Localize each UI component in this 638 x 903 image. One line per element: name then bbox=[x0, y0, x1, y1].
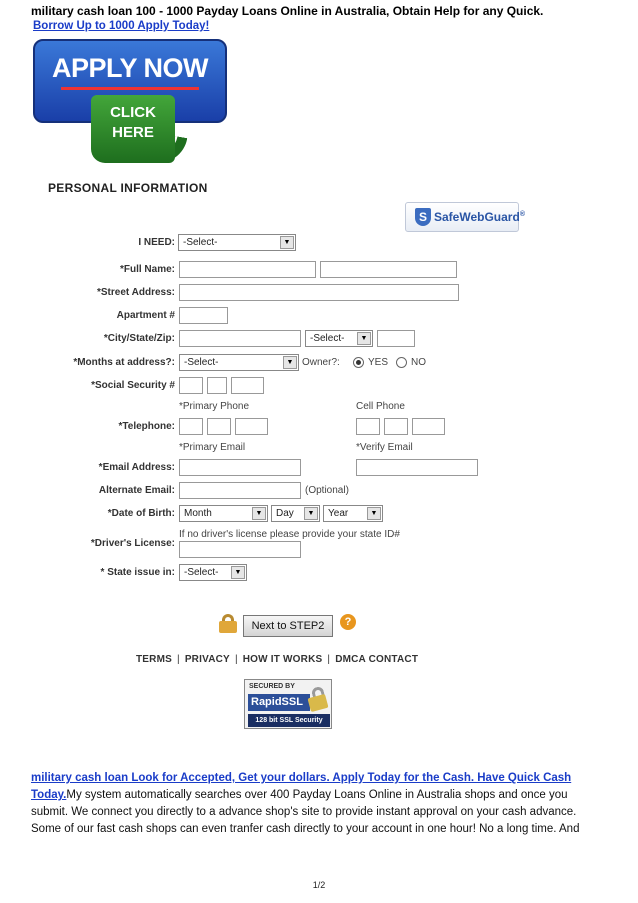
ssn-part1-input[interactable] bbox=[179, 377, 203, 394]
email-input[interactable] bbox=[179, 459, 301, 476]
lock-icon bbox=[219, 614, 237, 632]
section-title: PERSONAL INFORMATION bbox=[48, 181, 208, 195]
months-label: *Months at address?: bbox=[73, 357, 175, 368]
owner-yes-radio[interactable] bbox=[353, 357, 364, 368]
city-input[interactable] bbox=[179, 330, 301, 347]
zip-input[interactable] bbox=[377, 330, 415, 347]
dob-day-select[interactable]: Day ▼ bbox=[271, 505, 320, 522]
primary-email-label: *Primary Email bbox=[179, 442, 246, 453]
phone-area-input[interactable] bbox=[179, 418, 203, 435]
terms-link[interactable]: TERMS bbox=[136, 654, 172, 665]
footer-links: TERMS | PRIVACY | HOW IT WORKS | DMCA CONTACT bbox=[136, 654, 419, 665]
apartment-label: Apartment # bbox=[116, 310, 175, 321]
help-icon[interactable]: ? bbox=[340, 614, 356, 630]
privacy-link[interactable]: PRIVACY bbox=[184, 654, 230, 665]
phone-prefix-input[interactable] bbox=[207, 418, 231, 435]
chevron-down-icon: ▼ bbox=[304, 507, 318, 520]
alt-email-input[interactable] bbox=[179, 482, 301, 499]
rapidssl-badge: SECURED BY RapidSSL 128 bit SSL Security bbox=[244, 679, 332, 729]
chevron-down-icon: ▼ bbox=[357, 332, 371, 345]
body-paragraph: military cash loan Look for Accepted, Get your dollars. Apply Today for the Cash. Have Quick Cash Today.My system automatically searches over 400 Payday Loans Online in Australia shops and once you submit. We connect you directly to a advance shop's site to provide instant approval on your cash advance. Some of our fast cash shops can even tranfer cash directly to your account in one hour! No a long time. And bbox=[31, 772, 580, 835]
borrow-link[interactable]: Borrow Up to 1000 Apply Today! bbox=[33, 20, 210, 32]
state-issue-label: * State issue in: bbox=[100, 567, 175, 578]
padlock-icon bbox=[307, 686, 329, 710]
shield-icon: S bbox=[415, 208, 431, 226]
cell-prefix-input[interactable] bbox=[384, 418, 408, 435]
owner-no-label: NO bbox=[411, 357, 426, 368]
ssn-label: *Social Security # bbox=[91, 380, 175, 391]
last-name-input[interactable] bbox=[320, 261, 457, 278]
page-title: military cash loan 100 - 1000 Payday Loans Online in Australia, Obtain Help for any Quick. bbox=[31, 4, 544, 18]
chevron-down-icon: ▼ bbox=[280, 236, 294, 249]
telephone-label: *Telephone: bbox=[118, 421, 175, 432]
verify-email-label: *Verify Email bbox=[356, 442, 413, 453]
owner-label: Owner?: bbox=[302, 357, 340, 368]
full-name-label: *Full Name: bbox=[119, 264, 175, 275]
dmca-contact-link[interactable]: DMCA CONTACT bbox=[335, 654, 419, 665]
apartment-input[interactable] bbox=[179, 307, 228, 324]
click-here-text: CLICK HERE bbox=[110, 104, 156, 141]
apply-now-banner[interactable] bbox=[33, 39, 227, 163]
how-it-works-link[interactable]: HOW IT WORKS bbox=[242, 654, 323, 665]
chevron-down-icon: ▼ bbox=[252, 507, 266, 520]
cell-phone-label: Cell Phone bbox=[356, 401, 405, 412]
phone-line-input[interactable] bbox=[235, 418, 268, 435]
street-input[interactable] bbox=[179, 284, 459, 301]
state-select[interactable]: -Select- ▼ bbox=[305, 330, 373, 347]
license-label: *Driver's License: bbox=[90, 538, 175, 549]
verify-email-input[interactable] bbox=[356, 459, 478, 476]
optional-note: (Optional) bbox=[305, 485, 349, 496]
ssn-part2-input[interactable] bbox=[207, 377, 227, 394]
i-need-label: I NEED: bbox=[138, 237, 175, 248]
first-name-input[interactable] bbox=[179, 261, 316, 278]
cell-line-input[interactable] bbox=[412, 418, 445, 435]
apply-now-text: APPLY NOW bbox=[51, 53, 209, 83]
email-label: *Email Address: bbox=[98, 462, 175, 473]
chevron-down-icon: ▼ bbox=[283, 356, 297, 369]
city-state-zip-label: *City/State/Zip: bbox=[103, 333, 175, 344]
license-input[interactable] bbox=[179, 541, 301, 558]
license-note: If no driver's license please provide your state ID# bbox=[179, 529, 400, 540]
chevron-down-icon: ▼ bbox=[367, 507, 381, 520]
primary-phone-label: *Primary Phone bbox=[179, 401, 250, 412]
street-label: *Street Address: bbox=[97, 287, 175, 298]
state-issue-select[interactable]: -Select- ▼ bbox=[179, 564, 247, 581]
page-number: 1/2 bbox=[312, 880, 326, 890]
dob-year-select[interactable]: Year ▼ bbox=[323, 505, 383, 522]
owner-no-radio[interactable] bbox=[396, 357, 407, 368]
military-cash-loan-link[interactable]: military cash loan Look for Accepted, Get your dollars. Apply Today for the Cash. Have Quick Cash Today. bbox=[31, 772, 572, 801]
i-need-select[interactable]: -Select- ▼ bbox=[178, 234, 296, 251]
dob-label: *Date of Birth: bbox=[107, 508, 175, 519]
owner-yes-label: YES bbox=[368, 357, 389, 368]
safewebguard-badge: S SafeWebGuard® bbox=[405, 202, 519, 232]
next-step-button[interactable]: Next to STEP2 bbox=[243, 615, 333, 637]
ssn-part3-input[interactable] bbox=[231, 377, 264, 394]
alt-email-label: Alternate Email: bbox=[98, 485, 175, 496]
dob-month-select[interactable]: Month ▼ bbox=[179, 505, 268, 522]
cell-area-input[interactable] bbox=[356, 418, 380, 435]
chevron-down-icon: ▼ bbox=[231, 566, 245, 579]
months-select[interactable]: -Select- ▼ bbox=[179, 354, 299, 371]
